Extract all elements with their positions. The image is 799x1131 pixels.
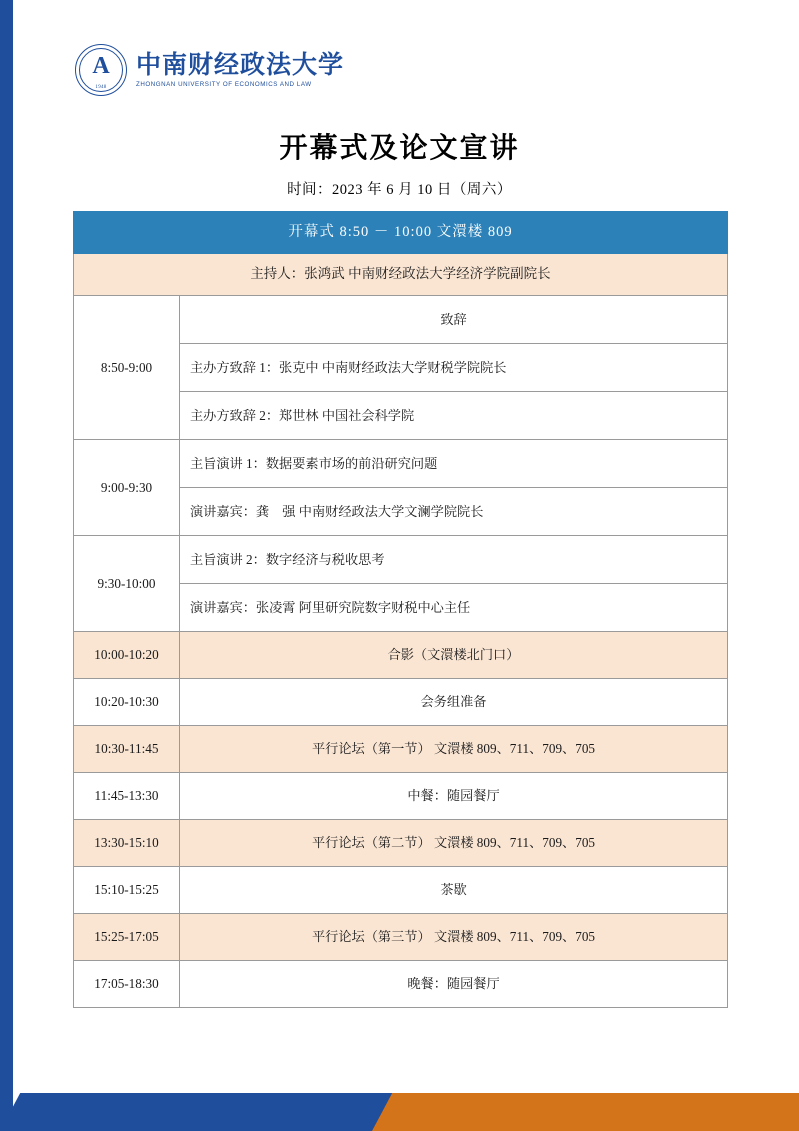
- agenda-item: 茶歇: [180, 867, 728, 914]
- table-row: [74, 212, 728, 254]
- table-row: [74, 867, 728, 914]
- agenda-item: 平行论坛（第二节） 文澴楼 809、711、709、705: [180, 820, 728, 867]
- university-logo: [75, 44, 344, 96]
- agenda-item: 会务组准备: [180, 679, 728, 726]
- footer-ribbon-blue: [0, 1093, 420, 1131]
- agenda-item: 晚餐：随园餐厅: [180, 961, 728, 1008]
- agenda-item: 平行论坛（第一节） 文澴楼 809、711、709、705: [180, 726, 728, 773]
- agenda-item: 致辞: [180, 296, 728, 344]
- table-row: [74, 254, 728, 296]
- time-cell: 15:25-17:05: [74, 914, 180, 961]
- agenda-item: 合影（文澴楼北门口）: [180, 632, 728, 679]
- left-accent-bar-inner: [13, 0, 18, 1131]
- footer-ribbons: [0, 1071, 799, 1131]
- time-cell: 11:45-13:30: [74, 773, 180, 820]
- page-subtitle: 时间：2023 年 6 月 10 日（周六）: [287, 182, 512, 198]
- time-cell: 9:30-10:00: [74, 536, 180, 632]
- logo-english-name: ZHONGNAN UNIVERSITY OF ECONOMICS AND LAW: [136, 80, 312, 88]
- schedule-table: [73, 211, 728, 1008]
- agenda-item: 中餐：随园餐厅: [180, 773, 728, 820]
- agenda-item: 主旨演讲 2：数字经济与税收思考: [180, 536, 728, 584]
- table-row: [74, 820, 728, 867]
- table-row: [74, 726, 728, 773]
- table-row: [74, 773, 728, 820]
- time-cell: 17:05-18:30: [74, 961, 180, 1008]
- table-row: [74, 536, 728, 584]
- host-row: 主持人：张鸿武 中南财经政法大学经济学院副院长: [74, 254, 728, 296]
- time-cell: 10:00-10:20: [74, 632, 180, 679]
- table-row: [74, 440, 728, 488]
- seal-year: 1948: [95, 85, 107, 90]
- agenda-item: 演讲嘉宾：龚 强 中南财经政法大学文澜学院院长: [180, 488, 728, 536]
- table-row: [74, 914, 728, 961]
- seal-letter: A: [92, 53, 110, 79]
- university-seal-icon: [75, 44, 127, 96]
- time-cell: 10:20-10:30: [74, 679, 180, 726]
- logo-text-block: [136, 52, 344, 87]
- left-accent-bar: [0, 0, 13, 1131]
- agenda-item: 平行论坛（第三节） 文澴楼 809、711、709、705: [180, 914, 728, 961]
- time-cell: 10:30-11:45: [74, 726, 180, 773]
- page-title: 开幕式及论文宣讲: [279, 131, 520, 164]
- agenda-item: 演讲嘉宾：张凌霄 阿里研究院数字财税中心主任: [180, 584, 728, 632]
- table-row: [74, 296, 728, 344]
- agenda-item: 主旨演讲 1：数据要素市场的前沿研究问题: [180, 440, 728, 488]
- time-cell: 9:00-9:30: [74, 440, 180, 536]
- logo-chinese-name: 中南财经政法大学: [136, 50, 345, 80]
- time-cell: 15:10-15:25: [74, 867, 180, 914]
- time-cell: 13:30-15:10: [74, 820, 180, 867]
- footer-ribbon-orange: [372, 1093, 799, 1131]
- table-row: [74, 961, 728, 1008]
- agenda-item: 主办方致辞 1：张克中 中南财经政法大学财税学院院长: [180, 344, 728, 392]
- session-band-header: 开幕式 8:50 － 10:00 文澴楼 809: [74, 212, 728, 254]
- table-row: [74, 632, 728, 679]
- time-cell: 8:50-9:00: [74, 296, 180, 440]
- table-row: [74, 679, 728, 726]
- agenda-item: 主办方致辞 2：郑世林 中国社会科学院: [180, 392, 728, 440]
